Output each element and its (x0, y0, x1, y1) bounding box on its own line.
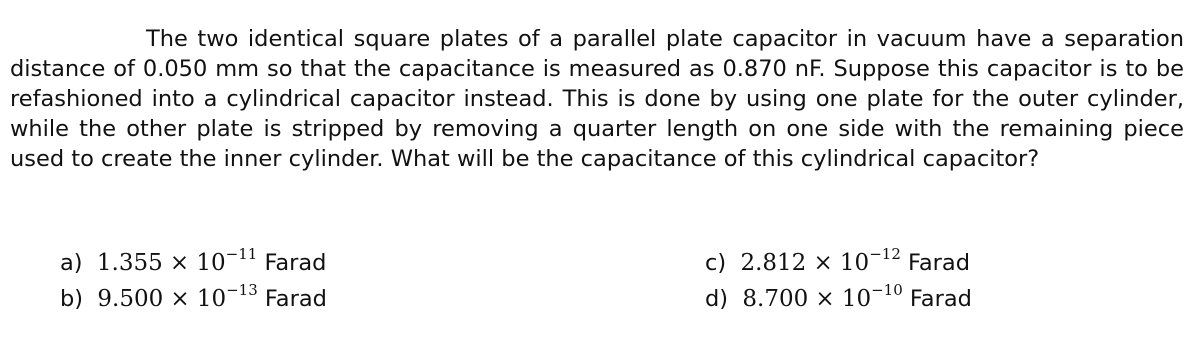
choice-unit: Farad (264, 286, 327, 312)
choice-d[interactable] (705, 281, 972, 314)
choice-letter: a) (60, 250, 83, 276)
choice-letter: c) (705, 250, 727, 276)
choice-unit: Farad (909, 286, 972, 312)
choice-a[interactable] (60, 245, 327, 278)
choice-mantissa: 9.500 (97, 286, 164, 312)
choice-unit: Farad (908, 250, 971, 276)
choice-mantissa: 2.812 (740, 250, 807, 276)
choice-base: 10 (196, 286, 227, 312)
choice-exponent: −10 (871, 281, 903, 299)
choice-mantissa: 1.355 (96, 250, 163, 276)
times-sign: × (170, 286, 190, 312)
question-text: The two identical square plates of a parallel plate capacitor in vacuum have a separation distance of 0.050 mm so that the capacitance is measured as 0.870 nF. Suppose this capacitor is to be refashioned into a cylindrical capacitor instead. This is done by using one plate for the outer cylinder, while the other plate is stripped by removing a quarter length on one side with the remaining piece used to create the inner cylinder. What will be the capacitance of this cylindrical capacitor? (10, 26, 1184, 172)
question-text-block (10, 24, 1184, 174)
choice-unit: Farad (264, 250, 327, 276)
choice-letter: b) (60, 286, 84, 312)
times-sign: × (815, 286, 835, 312)
times-sign: × (169, 250, 190, 276)
times-sign: × (813, 250, 833, 276)
choice-exponent: −13 (226, 281, 258, 299)
choice-base: 10 (839, 250, 870, 276)
choice-b[interactable] (60, 281, 327, 314)
choice-base: 10 (196, 250, 226, 276)
choice-exponent: −12 (869, 245, 901, 263)
choice-c[interactable] (705, 245, 971, 278)
choice-base: 10 (841, 286, 872, 312)
choice-mantissa: 8.700 (742, 286, 809, 312)
choice-letter: d) (705, 286, 729, 312)
choice-exponent: −11 (225, 245, 258, 263)
